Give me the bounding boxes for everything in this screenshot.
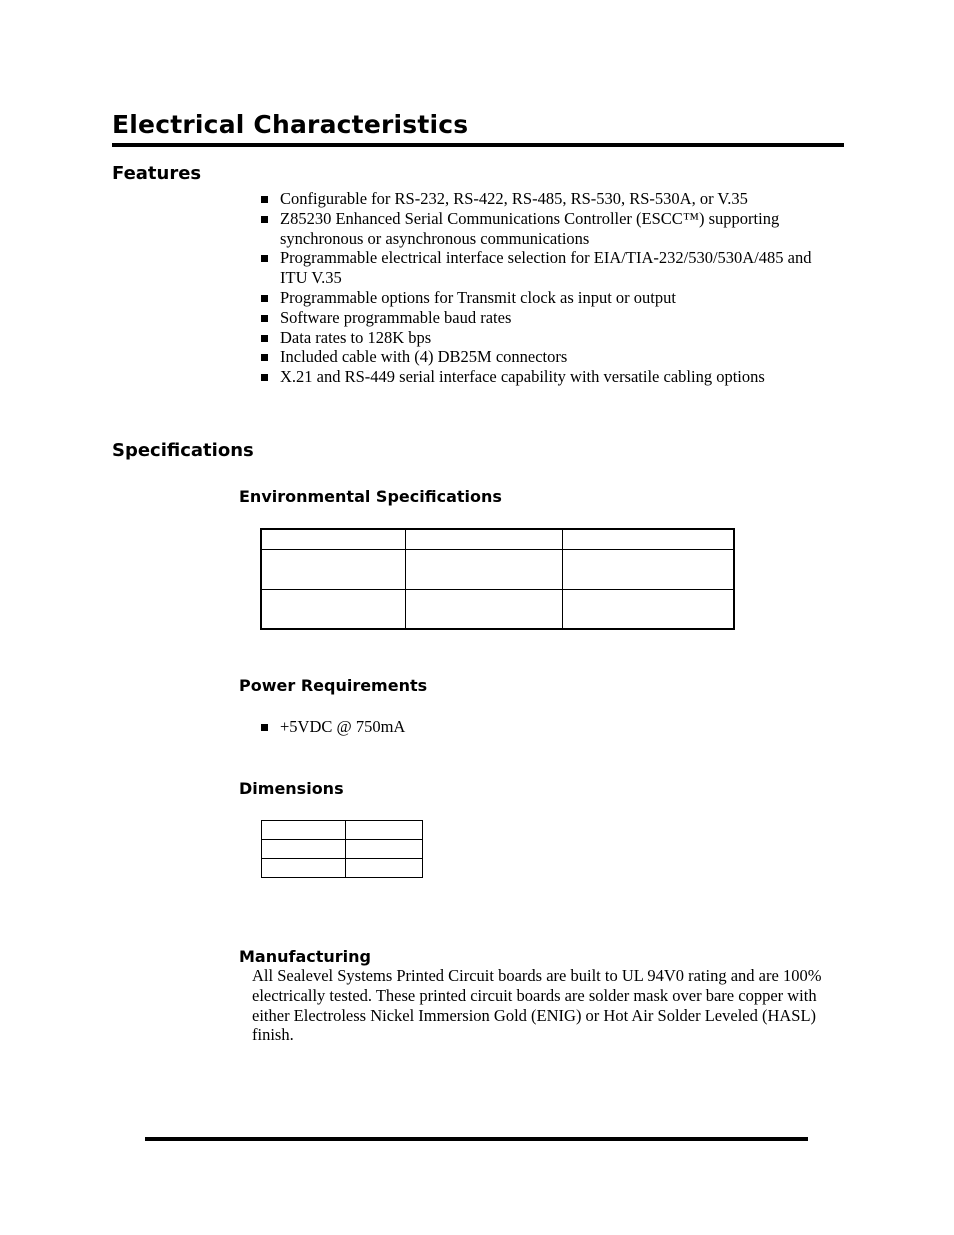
table-cell <box>262 840 346 859</box>
table-cell <box>563 529 735 549</box>
bullet-square-icon <box>261 374 268 381</box>
table-row <box>262 821 423 840</box>
list-item: Software programmable baud rates <box>260 308 840 328</box>
dimensions-heading: Dimensions <box>239 779 344 798</box>
bullet-square-icon <box>261 354 268 361</box>
page-title: Electrical Characteristics <box>112 110 469 139</box>
table-cell <box>563 549 735 589</box>
list-item: Programmable electrical interface selection for EIA/TIA-232/530/530A/485 and ITU V.35 <box>260 248 840 288</box>
list-item: Data rates to 128K bps <box>260 328 840 348</box>
table-cell <box>406 589 563 629</box>
dimensions-table <box>261 820 423 878</box>
power-heading: Power Requirements <box>239 676 428 695</box>
table-cell <box>261 589 406 629</box>
table-cell <box>346 840 423 859</box>
list-item: +5VDC @ 750mA <box>260 717 840 737</box>
features-list <box>260 189 840 387</box>
bullet-square-icon <box>261 196 268 203</box>
features-heading: Features <box>112 163 202 184</box>
table-cell <box>262 859 346 878</box>
bullet-square-icon <box>261 295 268 302</box>
table-cell <box>406 549 563 589</box>
list-item: X.21 and RS-449 serial interface capability with versatile cabling options <box>260 367 840 387</box>
table-row <box>261 589 734 629</box>
table-cell <box>262 821 346 840</box>
table-row <box>261 529 734 549</box>
specifications-heading: Specifications <box>112 440 254 461</box>
list-item: Configurable for RS-232, RS-422, RS-485, RS-530, RS-530A, or V.35 <box>260 189 840 209</box>
table-cell <box>563 589 735 629</box>
manufacturing-paragraph: All Sealevel Systems Printed Circuit boards are built to UL 94V0 rating and are 100% electrically tested. These printed circuit boards are solder mask over bare copper with either Electroless Nickel Immersion Gold (ENIG) or Hot Air Solder Leveled (HASL) finish. <box>252 966 822 1045</box>
table-cell <box>406 529 563 549</box>
bullet-square-icon <box>261 335 268 342</box>
table-cell <box>346 821 423 840</box>
bullet-square-icon <box>261 315 268 322</box>
environmental-heading: Environmental Specifications <box>239 487 502 506</box>
bullet-square-icon <box>261 216 268 223</box>
footer-rule <box>145 1137 808 1141</box>
power-list <box>260 717 840 737</box>
table-cell <box>261 529 406 549</box>
manufacturing-heading: Manufacturing <box>239 947 371 966</box>
table-row <box>262 840 423 859</box>
table-row <box>261 549 734 589</box>
list-item: Programmable options for Transmit clock as input or output <box>260 288 840 308</box>
table-row <box>262 859 423 878</box>
environmental-table <box>260 528 735 630</box>
list-item: Z85230 Enhanced Serial Communications Controller (ESCC™) supporting synchronous or asynchronous communications <box>260 209 840 249</box>
list-item: Included cable with (4) DB25M connectors <box>260 347 840 367</box>
bullet-square-icon <box>261 724 268 731</box>
table-cell <box>261 549 406 589</box>
bullet-square-icon <box>261 255 268 262</box>
table-cell <box>346 859 423 878</box>
title-rule <box>112 143 844 147</box>
